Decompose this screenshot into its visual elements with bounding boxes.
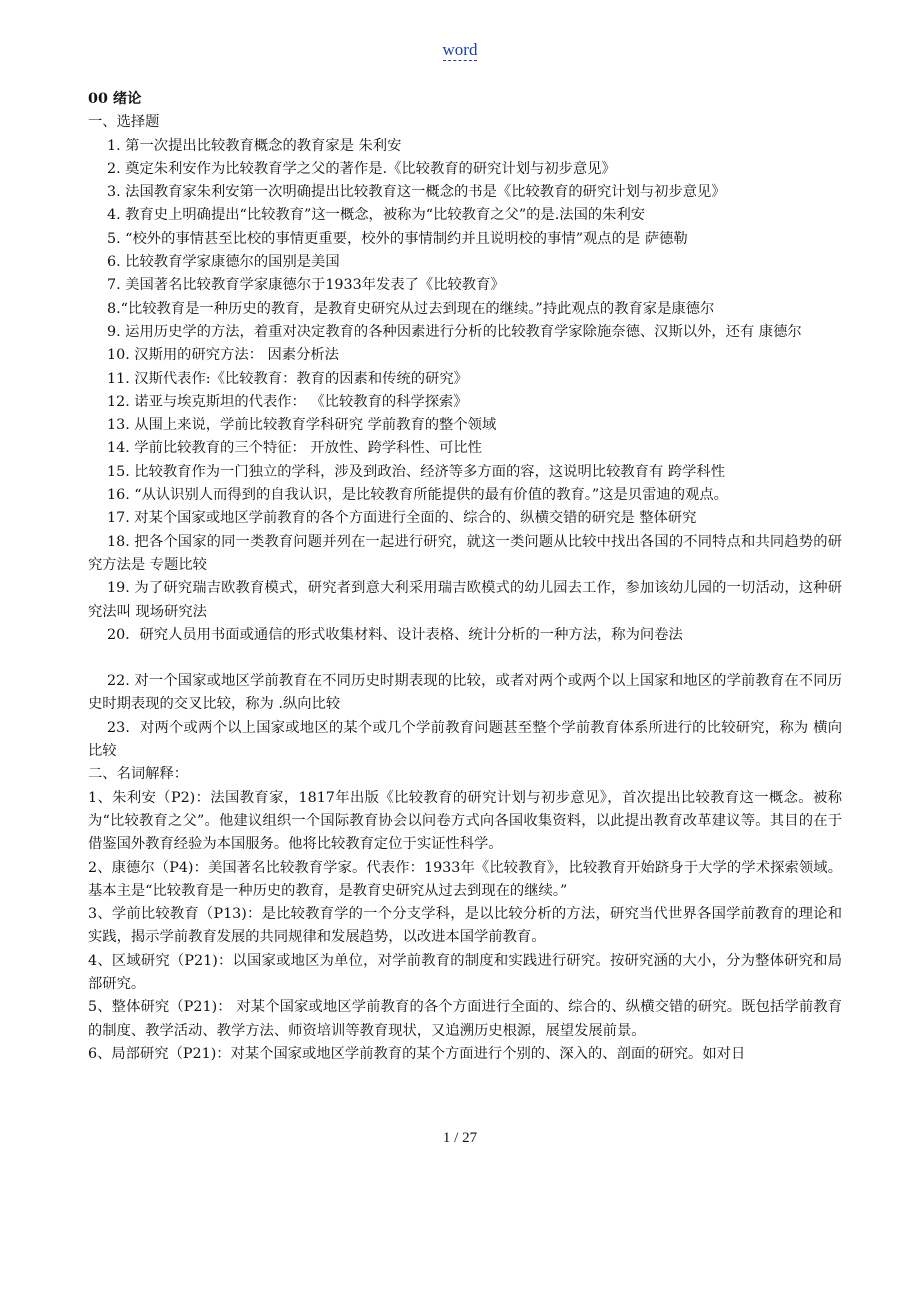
list-item: 16. “从认识别人而得到的自我认识，是比较教育所能提供的最有价值的教育。”这是贝雷迪的观点。 bbox=[107, 487, 728, 504]
header-link[interactable]: word bbox=[442, 40, 478, 59]
list-item: 11. 汉斯代表作:《比较教育：教育的因素和传统的研究》 bbox=[107, 370, 468, 387]
term-paragraph: 5、整体研究（P21)： 对某个国家或地区学前教育的各个方面进行全面的、综合的、纵横交错的研究。既包括学前教育的制度、教学活动、教学方法、师资培训等教育现状，又追溯历史根源，展望发展前景。 bbox=[88, 999, 842, 1039]
term-paragraph: 1、朱利安（P2)：法国教育家，1817年出版《比较教育的研究计划与初步意见》，首次提出比较教育这一概念。被称为“比较教育之父”。他建议组织一个国际教育协会以问卷方式向各国收集资料，以此提出教育改革建议等。其目的在于借鉴国外教育经验为本国服务。他将比较教育定位于实证性科学。 bbox=[88, 789, 842, 853]
list-item: 10. 汉斯用的研究方法： 因素分析法 bbox=[107, 347, 339, 364]
list-item: 4. 教育史上明确提出“比较教育”这一概念，被称为“比较教育之父”的是.法国的朱利安 bbox=[107, 207, 646, 224]
list-item: 18. 把各个国家的同一类教育问题并列在一起进行研究，就这一类问题从比较中找出各国的不同特点和共同趋势的研究方法是 专题比较 bbox=[88, 533, 842, 573]
list-item: 9. 运用历史学的方法，着重对决定教育的各种因素进行分析的比较教育学家除施奈德、汉斯以外，还有 康德尔 bbox=[107, 323, 802, 340]
document-body bbox=[88, 88, 842, 1066]
list-item: 13. 从围上来说，学前比较教育学科研究 学前教育的整个领域 bbox=[107, 417, 497, 434]
section-heading-terms: 二、名词解释： bbox=[88, 766, 189, 783]
list-item: 14. 学前比较教育的三个特征： 开放性、跨学科性、可比性 bbox=[107, 440, 482, 457]
list-item: 20．研究人员用书面或通信的形式收集材料、设计表格、统计分析的一种方法，称为问卷法 bbox=[107, 626, 683, 643]
list-item: 1. 第一次提出比较教育概念的教育家是 朱利安 bbox=[107, 137, 402, 154]
term-paragraph: 6、局部研究（P21)：对某个国家或地区学前教育的某个方面进行个别的、深入的、剖面的研究。如对日 bbox=[88, 1045, 746, 1062]
term-paragraph: 4、区域研究（P21)：以国家或地区为单位，对学前教育的制度和实践进行研究。按研究涵的大小，分为整体研究和局部研究。 bbox=[88, 952, 842, 992]
page-number: 1 / 27 bbox=[442, 1130, 478, 1146]
list-item: 8.“比较教育是一种历史的教育，是教育史研究从过去到现在的继续。”持此观点的教育家是康德尔 bbox=[107, 300, 715, 317]
list-item: 17. 对某个国家或地区学前教育的各个方面进行全面的、综合的、纵横交错的研究是 整体研究 bbox=[107, 510, 697, 527]
list-item: 19. 为了研究瑞吉欧教育模式，研究者到意大利采用瑞吉欧模式的幼儿园去工作，参加该幼儿园的一切活动，这种研究法叫 现场研究法 bbox=[88, 580, 842, 620]
list-item: 3. 法国教育家朱利安第一次明确提出比较教育这一概念的书是《比较教育的研究计划与初步意见》 bbox=[107, 184, 726, 201]
page-header bbox=[0, 40, 920, 60]
list-item: 23．对两个或两个以上国家或地区的某个或几个学前教育问题甚至整个学前教育体系所进行的比较研究，称为 横向比较 bbox=[88, 719, 842, 760]
section-heading-choice: 一、选择题 bbox=[88, 114, 160, 131]
list-item: 12. 诺亚与埃克斯坦的代表作： 《比较教育的科学探索》 bbox=[107, 393, 468, 410]
term-paragraph: 2、康德尔（P4)：美国著名比较教育学家。代表作：1933年《比较教育》，比较教育开始跻身于大学的学术探索领域。基本主是“比较教育是一种历史的教育，是教育史研究从过去到现在的继续。” bbox=[88, 859, 842, 899]
term-paragraph: 3、学前比较教育（P13)：是比较教育学的一个分支学科，是以比较分析的方法，研究当代世界各国学前教育的理论和实践，揭示学前教育发展的共同规律和发展趋势，以改进本国学前教育。 bbox=[88, 906, 842, 946]
list-item: 15. 比较教育作为一门独立的学科，涉及到政治、经济等多方面的容，这说明比较教育有 跨学科性 bbox=[107, 463, 725, 480]
blank-line bbox=[88, 647, 842, 670]
list-item: 2. 奠定朱利安作为比较教育学之父的著作是.《比较教育的研究计划与初步意见》 bbox=[107, 160, 616, 177]
list-item: 22. 对一个国家或地区学前教育在不同历史时期表现的比较，或者对两个或两个以上国家和地区的学前教育在不同历史时期表现的交叉比较，称为 .纵向比较 bbox=[88, 673, 842, 713]
list-item: 6. 比较教育学家康德尔的国别是美国 bbox=[107, 254, 340, 271]
list-item: 7. 美国著名比较教育学家康德尔于1933年发表了《比较教育》 bbox=[107, 277, 505, 294]
list-item: 5. “校外的事情甚至比校的事情更重要，校外的事情制约并且说明校的事情”观点的是 萨德勒 bbox=[107, 230, 688, 247]
chapter-title: 00 绪论 bbox=[88, 91, 142, 107]
